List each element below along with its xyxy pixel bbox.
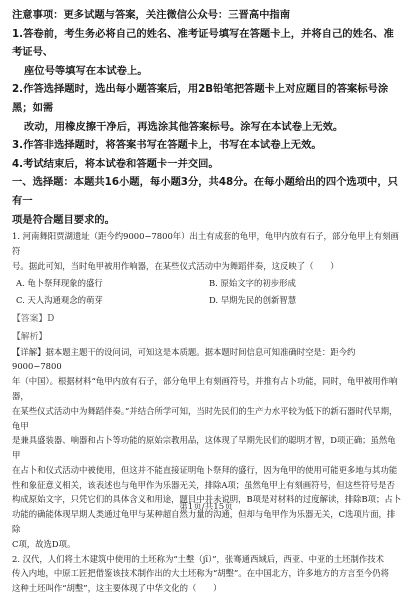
q1-option-d: D. 早期先民的创新智慧 — [209, 294, 297, 305]
notice-item-1-cont: 座位号等填写在本试卷上。 — [24, 64, 148, 77]
q1-options — [12, 275, 402, 309]
notice-item-2-cont: 改动，用橡皮擦干净后，再选涂其他答案标号。涂写在本试卷上无效。 — [24, 120, 344, 133]
analysis-label: 【解析】 — [12, 331, 48, 342]
notice-title: 注意事项：更多试题与答案，关注微信公众号：三晋高中指南 — [12, 9, 291, 21]
analysis-line: 性和象征意义相关，该表述也与龟甲作为乐器无关，排除A项；虽然龟甲上有刻画符号，但这些符号是否 — [12, 479, 395, 490]
analysis-line: 在某些仪式活动中为舞蹈伴奏。”并结合所学可知，当时先民们的生产力水平较为低下的新石器时代早期，龟甲 — [12, 405, 398, 431]
page-footer: 第1页/共15页 — [179, 502, 233, 512]
q2-stem: 2. 汉代，人们将土木建筑中使用的土坯称为“土墼（jī）”，张骞通西域后，西亚、中亚的土坯制作技术 — [12, 553, 385, 564]
notice-item-4: 4.考试结束后，将本试卷和答题卡一并交回。 — [12, 157, 219, 170]
question-2 — [12, 552, 402, 596]
analysis-line: 年（中国）。根据材料“龟甲内放有石子，部分龟甲上有刻画符号，并推有占卜功能，同时，龟甲被用作响器， — [12, 376, 398, 401]
analysis-line: 【详解】据本题主题干的设问词，可知这是本质题。据本题时间信息可知准确时空是：距今约9000−7800 — [12, 346, 356, 372]
q1-option-c: C. 天人沟通观念的萌芽 — [16, 294, 103, 305]
q1-answer — [12, 312, 402, 327]
notice-item-2: 2.作答选择题时，选出每小题答案后，用2B铅笔把答题卡上对应题目的答案标号涂黑；如需 — [12, 83, 389, 114]
analysis-line: 是兼具盛装器、响器和占卜等功能的原始宗教用品，这体现了早期先民们的聪明才智，D项正确；虽然龟甲 — [12, 435, 396, 461]
section-heading-cont: 项是符合题目要求的。 — [12, 213, 115, 226]
q1-option-b: B. 原始文字的初步形成 — [209, 277, 296, 288]
answer-label: 【答案】 — [12, 313, 48, 324]
q1-stem-cont: 号。据此可知，当时龟甲被用作响器，在某些仪式活动中为舞蹈伴奏，这反映了（ ） — [12, 260, 339, 271]
analysis-line: C项，故选D项。 — [12, 538, 76, 549]
q2-stem-cont: 这种土坯叫作“胡墼”，这主要体现了中华文化的（ ） — [12, 583, 222, 594]
section-heading: 一、选择题：本题共16小题，每小题3分，共48分。在每小题给出的四个选项中，只有一 — [12, 176, 398, 207]
analysis-line: 在占卜和仪式活动中被使用，但这并不能直接证明龟卜祭拜的盛行，因为龟甲的使用可能更多地与其功能 — [12, 464, 398, 475]
analysis-line: 构成原始文字，只凭它们的具体含义和用途，题目中并未说明，B项是对材料的过度解读，排除B项；占卜 — [12, 494, 402, 505]
exam-notice — [12, 6, 402, 229]
q2-stem-cont: 传入内地，中原工匠把借鉴该技术制作出的大土坯称为“胡墼”。在中国北方，许多地方的方言至今仍将 — [12, 568, 390, 579]
q1-option-a: A. 龟卜祭拜现象的盛行 — [16, 277, 103, 288]
notice-item-1: 1.答卷前，考生务必将自己的姓名、准考证号填写在答题卡上，并将自己的姓名、准考证号、 — [12, 27, 394, 59]
notice-item-3: 3.作答非选择题时，将答案书写在答题卡上，书写在本试卷上无效。 — [12, 139, 322, 152]
q1-stem: 1. 河南舞阳贾湖遗址（距今约9000−7800年）出土有成套的龟甲，龟甲内放有石子，部分龟甲上有刻画符 — [12, 231, 399, 256]
analysis-line: 功能的确能体现早期人类通过龟甲与某种超自然力量的沟通，但却与龟甲作为乐器无关，C选项片面，排除 — [12, 509, 396, 535]
answer-value: D — [47, 313, 55, 324]
